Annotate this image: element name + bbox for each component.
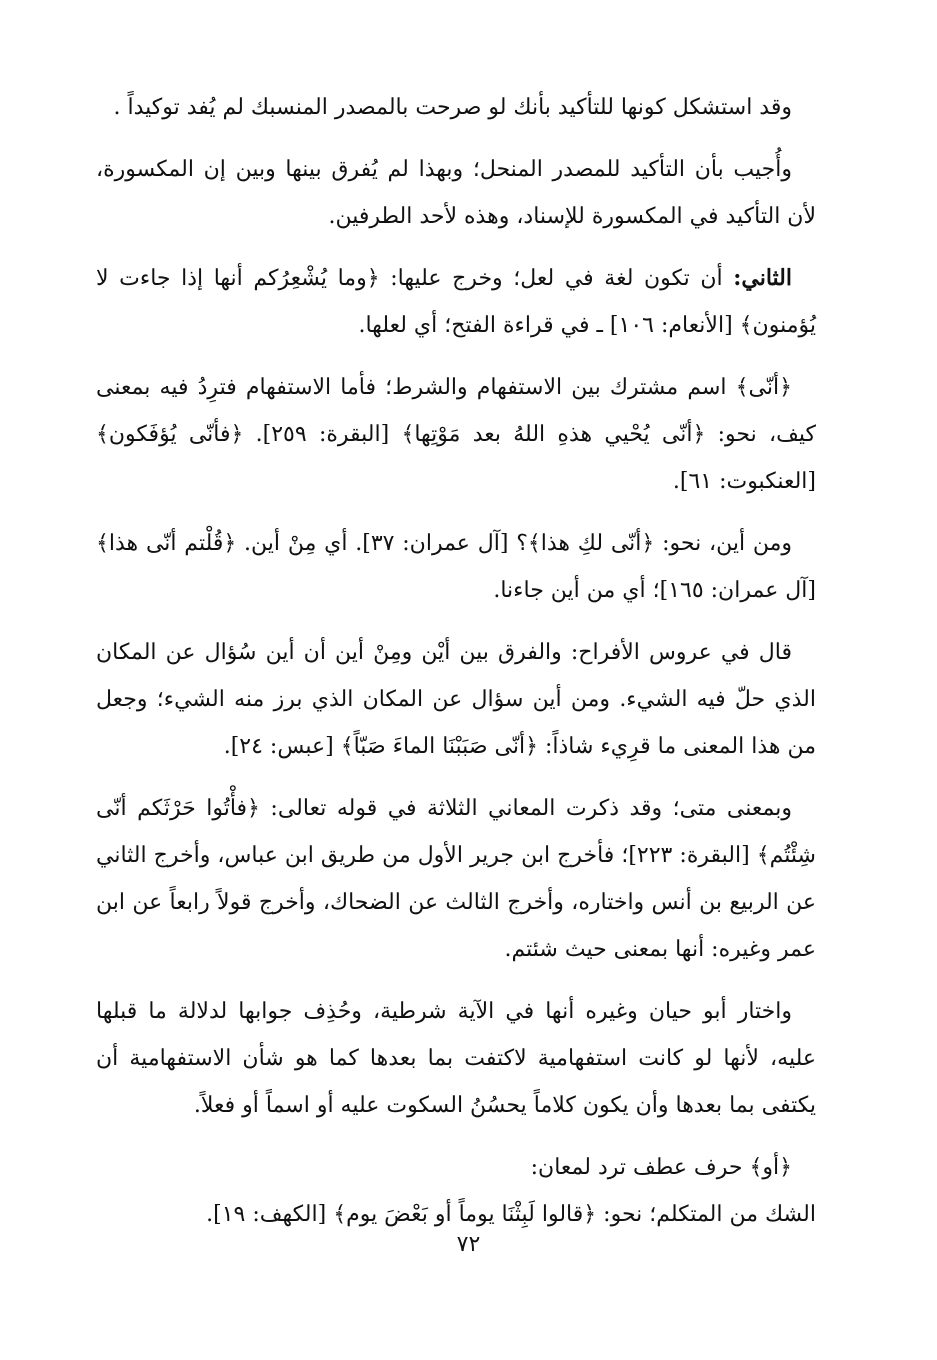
paragraph: [96, 255, 816, 349]
paragraph-text: أن تكون لغة في لعل؛ وخرج عليها: ﴿وما يُشْعِرُكم أنها إذا جاءت لا يُؤمنون﴾ [الأنعام: ١٠٦] ـ في قراءة الفتح؛ أي لعلها.: [96, 266, 816, 338]
paragraph-text: الشك من المتكلم؛ نحو: ﴿قالوا لَبِثْنَا يوماً أو بَعْضَ يوم﴾ [الكهف: ١٩].: [206, 1202, 816, 1227]
paragraph-text: ﴿أنّى﴾ اسم مشترك بين الاستفهام والشرط؛ فأما الاستفهام فترِدُ فيه بمعنى كيف، نحو: ﴿أنّى يُحْيي هذهِ اللهُ بعد مَوْتِها﴾ [البقرة: ٢٥٩]. ﴿فأنّى يُؤفَكون﴾ [العنكبوت: ٦١].: [96, 375, 816, 494]
paragraph: [96, 785, 816, 973]
paragraph: [96, 146, 816, 240]
paragraph: [96, 629, 816, 770]
paragraph: [96, 364, 816, 505]
paragraph: [96, 988, 816, 1129]
paragraph-lead: الثاني:: [733, 265, 792, 291]
paragraph-text: قال في عروس الأفراح: والفرق بين أيْن ومِنْ أين أن أين سُؤال عن المكان الذي حلّ فيه الشيء. ومن أين سؤال عن المكان الذي برز منه الشيء؛ وجعل من هذا المعنى ما قرِيء شاذاً: ﴿أنّى صَبَبْنَا الماءَ صَبّاً﴾ [عبس: ٢٤].: [96, 640, 816, 759]
paragraph-text: ﴿أو﴾ حرف عطف ترد لمعان:: [530, 1155, 792, 1180]
paragraph: [96, 520, 816, 614]
page-body: [96, 84, 816, 1344]
page-number: ٧٢: [456, 1232, 481, 1257]
paragraph-text: وقد استشكل كونها للتأكيد بأنك لو صرحت بالمصدر المنسبك لم يُفد توكيداً .: [113, 95, 792, 120]
paragraph: [96, 1191, 816, 1238]
paragraph-text: وبمعنى متى؛ وقد ذكرت المعاني الثلاثة في قوله تعالى: ﴿فأْتُوا حَرْثَكم أنّى شِئْتُم﴾ [البقرة: ٢٢٣]؛ فأخرج ابن جرير الأول من طريق ابن عباس، وأخرج الثاني عن الربيع بن أنس واختاره، وأخرج الثالث عن الضحاك، وأخرج قولاً رابعاً عن ابن عمر وغيره: أنها بمعنى حيث شئتم.: [96, 796, 816, 962]
paragraph-text: واختار أبو حيان وغيره أنها في الآية شرطية، وحُذِف جوابها لدلالة ما قبلها عليه، لأنها لو كانت استفهامية لاكتفت بما بعدها كما هو شأن الاستفهامية أن يكتفى بما بعدها وأن يكون كلاماً يحسُنُ السكوت عليه أو اسماً أو فعلاً.: [96, 999, 816, 1118]
paragraph: [96, 84, 816, 131]
paragraph-text: وأُجيب بأن التأكيد للمصدر المنحل؛ وبهذا لم يُفرق بينها وبين إن المكسورة، لأن التأكيد في المكسورة للإسناد، وهذه لأحد الطرفين.: [96, 157, 816, 229]
paragraph-text: ومن أين، نحو: ﴿أنّى لكِ هذا﴾؟ [آل عمران: ٣٧]. أي مِنْ أين. ﴿قُلْتم أنّى هذا﴾ [آل عمران: ١٦٥]؛ أي من أين جاءنا.: [96, 531, 816, 603]
paragraph: [96, 1144, 816, 1191]
